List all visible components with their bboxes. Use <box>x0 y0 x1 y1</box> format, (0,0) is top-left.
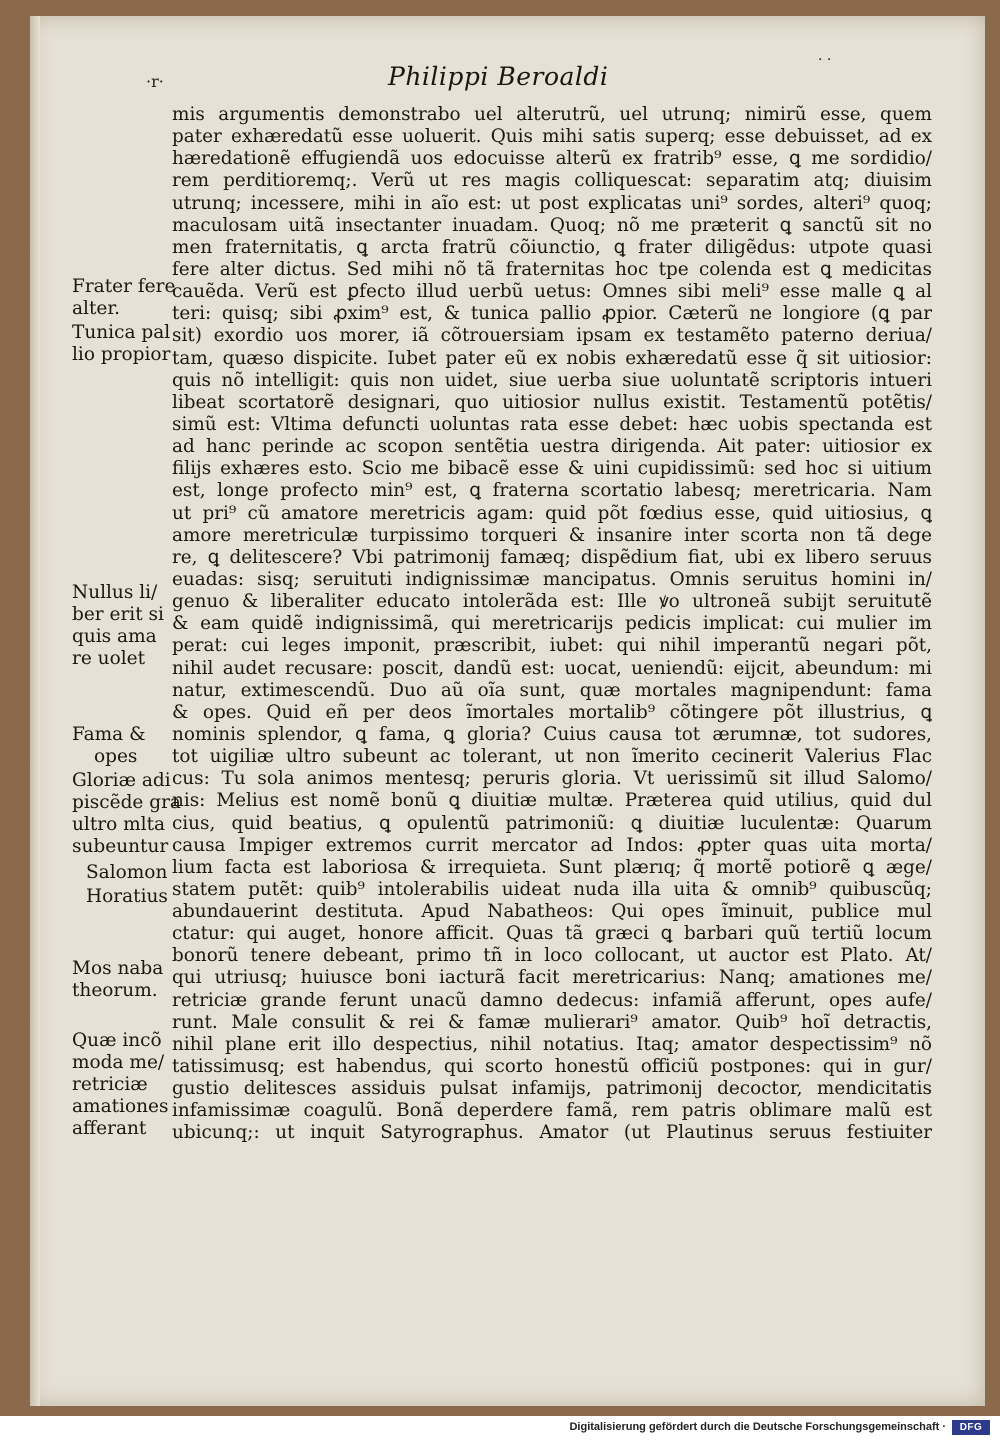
text-line: runt. Male consulit & rei & famæ mulierari⁹ amator. Quib⁹ hoĩ detractis, <box>172 1011 932 1033</box>
marginal-line: Nullus li/ <box>72 582 158 603</box>
marginal-line: Salomon <box>86 862 168 883</box>
text-line: nominis splendor, ꝗ fama, ꝗ gloria? Cuius causa tot ærumnæ, tot sudores, <box>172 723 932 745</box>
marginal-line: afferant <box>72 1118 147 1139</box>
marginal-line: Horatius <box>86 886 168 907</box>
text-line: & eam quidẽ indignissimã, qui meretricarijs pedicis implicat: cui mulier im <box>172 613 932 635</box>
text-line: nihil audet recusare: poscit, dandũ est: uocat, ueniendũ: eijcit, abeundum: mi <box>172 657 932 679</box>
marginal-line: piscẽde gra <box>72 792 181 813</box>
marginal-line: subeuntur <box>72 836 169 857</box>
text-line: ubicunq;: ut inquit Satyrographus. Amator (ut Plautinus seruus festiuiter <box>172 1122 932 1144</box>
text-line: tam, quæso dispicite. Iubet pater eũ ex nobis exhæredatũ esse q̃ sit uitiosior: <box>172 347 932 369</box>
text-line: sit) exordio uos morer, iã cõtrouersiam ipsam ex testamẽto paterno deriua/ <box>172 325 932 347</box>
text-line: gustio delitesces assiduis pulsat infamijs, patrimonij decoctor, mendicitatis <box>172 1078 932 1100</box>
text-line: libeat scortatorẽ designari, quo uitiosior nullus existit. Testamentũ potẽtis/ <box>172 391 932 413</box>
page-gutter-edge <box>30 16 40 1406</box>
marginal-line: re uolet <box>72 648 146 669</box>
marginal-note-salomon <box>72 862 190 884</box>
marginal-line: ultro mlta <box>72 814 166 835</box>
marginal-note-tunica <box>72 322 190 366</box>
text-line: mis argumentis demonstrabo uel alterutrũ, uel utrunq; nimirũ esse, quem <box>172 104 932 125</box>
text-line: statem putẽt: quib⁹ intolerabilis uideat nuda illa uita & omnib⁹ quibuscũq; <box>172 878 932 900</box>
text-line: rem perditioremq;. Verũ ut res magis colliquescat: separatim atq; diuisim <box>172 170 932 192</box>
marginal-line: Gloriæ adi <box>72 770 171 791</box>
text-line: & opes. Quid eñ per deos ĩmortales mortalib⁹ cõtingere põt illustrius, ꝗ <box>172 701 932 723</box>
marginal-line: ber erit si <box>72 604 164 625</box>
text-line: ad hanc perinde ac scopon sentẽtia uestra dirigenda. Ait pater: uitiosior ex <box>172 436 932 458</box>
text-line: teri: quisq; sibi ꝓxim⁹ est, & tunica pallio ꝓpior. Cæterũ ne longiore (ꝗ par <box>172 303 932 325</box>
text-line: cauẽda. Verũ est ꝑfecto illud uerbũ uetus: Omnes sibi meli⁹ esse malle ꝗ al <box>172 281 932 303</box>
marginal-line: theorum. <box>72 980 158 1001</box>
marginal-note-nullus <box>72 582 190 670</box>
text-line: nis: Melius est nomẽ bonũ ꝗ diuitiæ multæ. Præterea quid utilius, quid dul <box>172 790 932 812</box>
text-line: abundauerint destituta. Apud Nabatheos: Qui opes ĩminuit, publice mul <box>172 901 932 923</box>
text-line: filijs exhæres esto. Scio me bibacẽ esse & uini cupidissimũ: sed hoc si uitium <box>172 458 932 480</box>
text-line: pater exhæredatũ esse uoluerit. Quis mihi satis superq; esse debuisset, ad ex <box>172 126 932 148</box>
marginal-note-quae <box>72 1030 190 1140</box>
marginal-line: Quæ incõ <box>72 1030 162 1051</box>
text-line: ut pri⁹ cũ amatore meretricis agam: quid põt fœdius esse, quid uitiosius, ꝗ <box>172 502 932 524</box>
marginal-note-mos <box>72 958 190 1002</box>
text-line: cius, quid beatius, ꝗ opulentũ patrimoniũ: ꝗ diuitiæ luculentæ: Quarum <box>172 812 932 834</box>
text-line: perat: cui leges imponit, præscribit, iubet: qui nihil imperantũ negari põt, <box>172 635 932 657</box>
text-line: ctatur: qui auget, honore afficit. Quas tã græci ꝗ barbari quũ tertiũ locum <box>172 923 932 945</box>
text-line: cus: Tu sola animos mentesq; peruris gloria. Vt uerissimũ sit illud Salomo/ <box>172 768 932 790</box>
head-dots: · · <box>818 52 832 68</box>
text-line: retriciæ grande ferunt unacũ damno dedecus: infamiã afferunt, opes aufe/ <box>172 989 932 1011</box>
page-marks: ·r· <box>146 72 164 91</box>
text-line: maculosam uitã insectanter inuadam. Quoq; nõ me præterit ꝗ sanctũ sit no <box>172 214 932 236</box>
text-line: euadas: sisq; seruituti indignissimæ mancipatus. Omnis seruitus homini in/ <box>172 568 932 590</box>
text-line: est, longe profecto min⁹ est, ꝗ fraterna scortatio labesq; meretricaria. Nam <box>172 480 932 502</box>
marginal-line: alter. <box>72 298 121 319</box>
text-line: causa Impiger extremos currit mercator ad Indos: ꝓpter quas uita morta/ <box>172 834 932 856</box>
text-line: bonorũ tenere debeant, primo tñ in loco collocant, ut auctor est Plato. At/ <box>172 945 932 967</box>
marginal-line: lio propior <box>72 344 171 365</box>
running-head: Philippi Beroaldi <box>388 62 609 91</box>
text-line: fere alter dictus. Sed mihi nõ tã fraternitas hoc tpe colenda est ꝗ medicitas <box>172 258 932 280</box>
text-line: re, ꝗ delitescere? Vbi patrimonij famæq; dispẽdium fiat, ubi ex libero seruus <box>172 546 932 568</box>
text-line: natur, extimescendũ. Duo aũ oĩa sunt, quæ mortales magnipendunt: fama <box>172 679 932 701</box>
main-text-block <box>172 104 932 1145</box>
dfg-logo: DFG <box>952 1420 990 1435</box>
marginal-line: Fama & <box>72 724 146 745</box>
text-line: hæredationẽ effugiendã uos edocuisse alterũ ex fratrib⁹ esse, ꝗ me sordidio/ <box>172 148 932 170</box>
footer-bar <box>0 1416 1000 1440</box>
marginal-line: retriciæ <box>72 1074 148 1095</box>
marginal-line: opes <box>94 746 138 767</box>
text-line: amore meretriculæ turpissimo torqueri & insanire inter scorta non tã dege <box>172 524 932 546</box>
marginal-line: moda me/ <box>72 1052 165 1073</box>
text-line: genuo & liberaliter educato intolerãda est: Ille ꝟo ultroneã subijt seruitutẽ <box>172 591 932 613</box>
text-line: nihil plane erit illo despectius, nihil notatius. Itaq; amator despectissim⁹ nõ <box>172 1033 932 1055</box>
marginal-line: Frater fere <box>72 276 176 297</box>
text-line: quis nõ intelligit: quis non uidet, siue uerba siue uoluntatẽ scriptoris intueri <box>172 369 932 391</box>
marginal-line: Mos naba <box>72 958 164 979</box>
text-line: infamissimæ coagulũ. Bonã deperdere famã, rem patris oblimare malũ est <box>172 1100 932 1122</box>
marginal-note-horatius <box>72 886 190 908</box>
marginal-note-fama <box>72 724 190 768</box>
text-line: men fraternitatis, ꝗ arcta fratrũ cõiunctio, ꝗ frater diligẽdus: utpote quasi <box>172 236 932 258</box>
funding-credit: Digitalisierung gefördert durch die Deutsche Forschungsgemeinschaft · <box>569 1421 946 1433</box>
marginal-line: amationes <box>72 1096 169 1117</box>
text-line: tatissimusq; est habendus, qui scorto honestũ officiũ postpones: qui in gur/ <box>172 1056 932 1078</box>
text-line: qui utriusq; huiusce boni iacturã facit meretricarius: Nanq; amationes me/ <box>172 967 932 989</box>
text-line: utrunq; incessere, mihi in aĩo est: ut post explicatas uni⁹ sordes, alteri⁹ quoq; <box>172 192 932 214</box>
text-line: lium facta est laboriosa & irrequieta. Sunt plærıq; q̃ mortẽ potiorẽ ꝗ æge/ <box>172 856 932 878</box>
marginal-line: Tunica pal <box>72 322 171 343</box>
marginal-note-gloria <box>72 770 190 858</box>
text-line: simũ est: Vltima defuncti uoluntas rata esse debet: hæc uobis spectanda est <box>172 413 932 435</box>
marginal-line: quis ama <box>72 626 157 647</box>
text-line: tot uigiliæ ultro subeunt ac tolerant, ut non ĩmerito cecinerit Valerius Flac <box>172 746 932 768</box>
marginal-note-frater <box>72 276 190 320</box>
